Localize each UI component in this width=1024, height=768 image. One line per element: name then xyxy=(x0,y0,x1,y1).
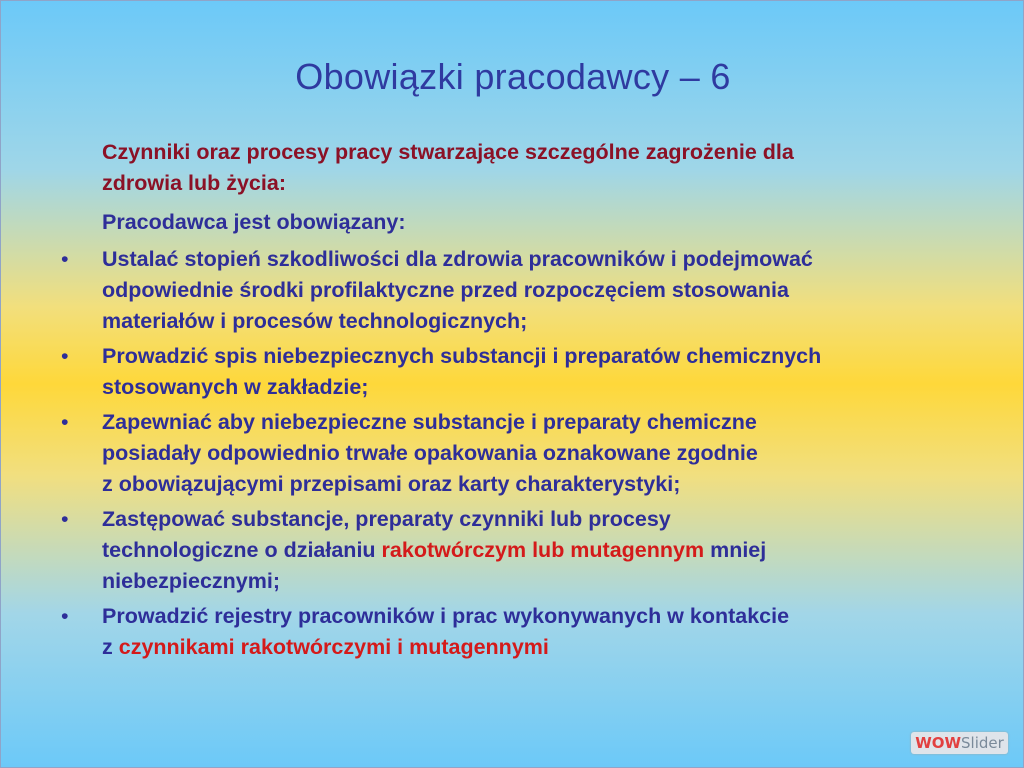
list-item xyxy=(57,244,997,337)
item-line: Prowadzić spis niebezpiecznych substancji i preparatów chemicznych xyxy=(102,344,822,368)
highlighted-text: rakotwórczym lub mutagennym xyxy=(381,538,705,562)
item-line: Zastępować substancje, preparaty czynniki lub procesy xyxy=(102,507,671,531)
item-line: Ustalać stopień szkodliwości dla zdrowia pracowników i podejmować xyxy=(102,247,813,271)
bullet: • xyxy=(61,604,69,628)
list-item xyxy=(57,341,997,403)
logo-part-slider: Slider xyxy=(961,734,1004,752)
logo-part-wow: WOW xyxy=(915,734,962,752)
bullet: • xyxy=(61,344,69,368)
bullet: • xyxy=(61,410,69,434)
list-item xyxy=(57,407,997,500)
bullet: • xyxy=(61,247,69,271)
item-line: niebezpiecznymi; xyxy=(102,569,281,593)
item-line: Zapewniać aby niebezpieczne substancje i preparaty chemiczne xyxy=(102,410,757,434)
bullet: • xyxy=(61,507,69,531)
obligations-list xyxy=(57,244,997,667)
item-text: technologiczne o działaniu xyxy=(102,538,382,562)
intro-line: Czynniki oraz procesy pracy stwarzające szczególne zagrożenie dla xyxy=(102,140,794,164)
item-line: stosowanych w zakładzie; xyxy=(102,375,369,399)
item-line: materiałów i procesów technologicznych; xyxy=(102,309,528,333)
intro-text xyxy=(102,137,982,199)
list-item xyxy=(57,601,997,663)
item-line: posiadały odpowiednio trwałe opakowania oznakowane zgodnie xyxy=(102,441,758,465)
wowslider-logo[interactable] xyxy=(911,732,1008,754)
item-text: mniej xyxy=(704,538,767,562)
item-line: z obowiązującymi przepisami oraz karty charakterystyki; xyxy=(102,472,681,496)
slide-title: Obowiązki pracodawcy – 6 xyxy=(295,56,731,97)
item-line: Prowadzić rejestry pracowników i prac wykonywanych w kontakcie xyxy=(102,604,790,628)
highlighted-text: czynnikami rakotwórczymi i mutagennymi xyxy=(118,635,549,659)
item-line: odpowiednie środki profilaktyczne przed rozpoczęciem stosowania xyxy=(102,278,789,302)
list-item xyxy=(57,504,997,597)
subheading: Pracodawca jest obowiązany: xyxy=(102,210,406,234)
intro-line: zdrowia lub życia: xyxy=(102,171,286,195)
item-text: z xyxy=(102,635,119,659)
